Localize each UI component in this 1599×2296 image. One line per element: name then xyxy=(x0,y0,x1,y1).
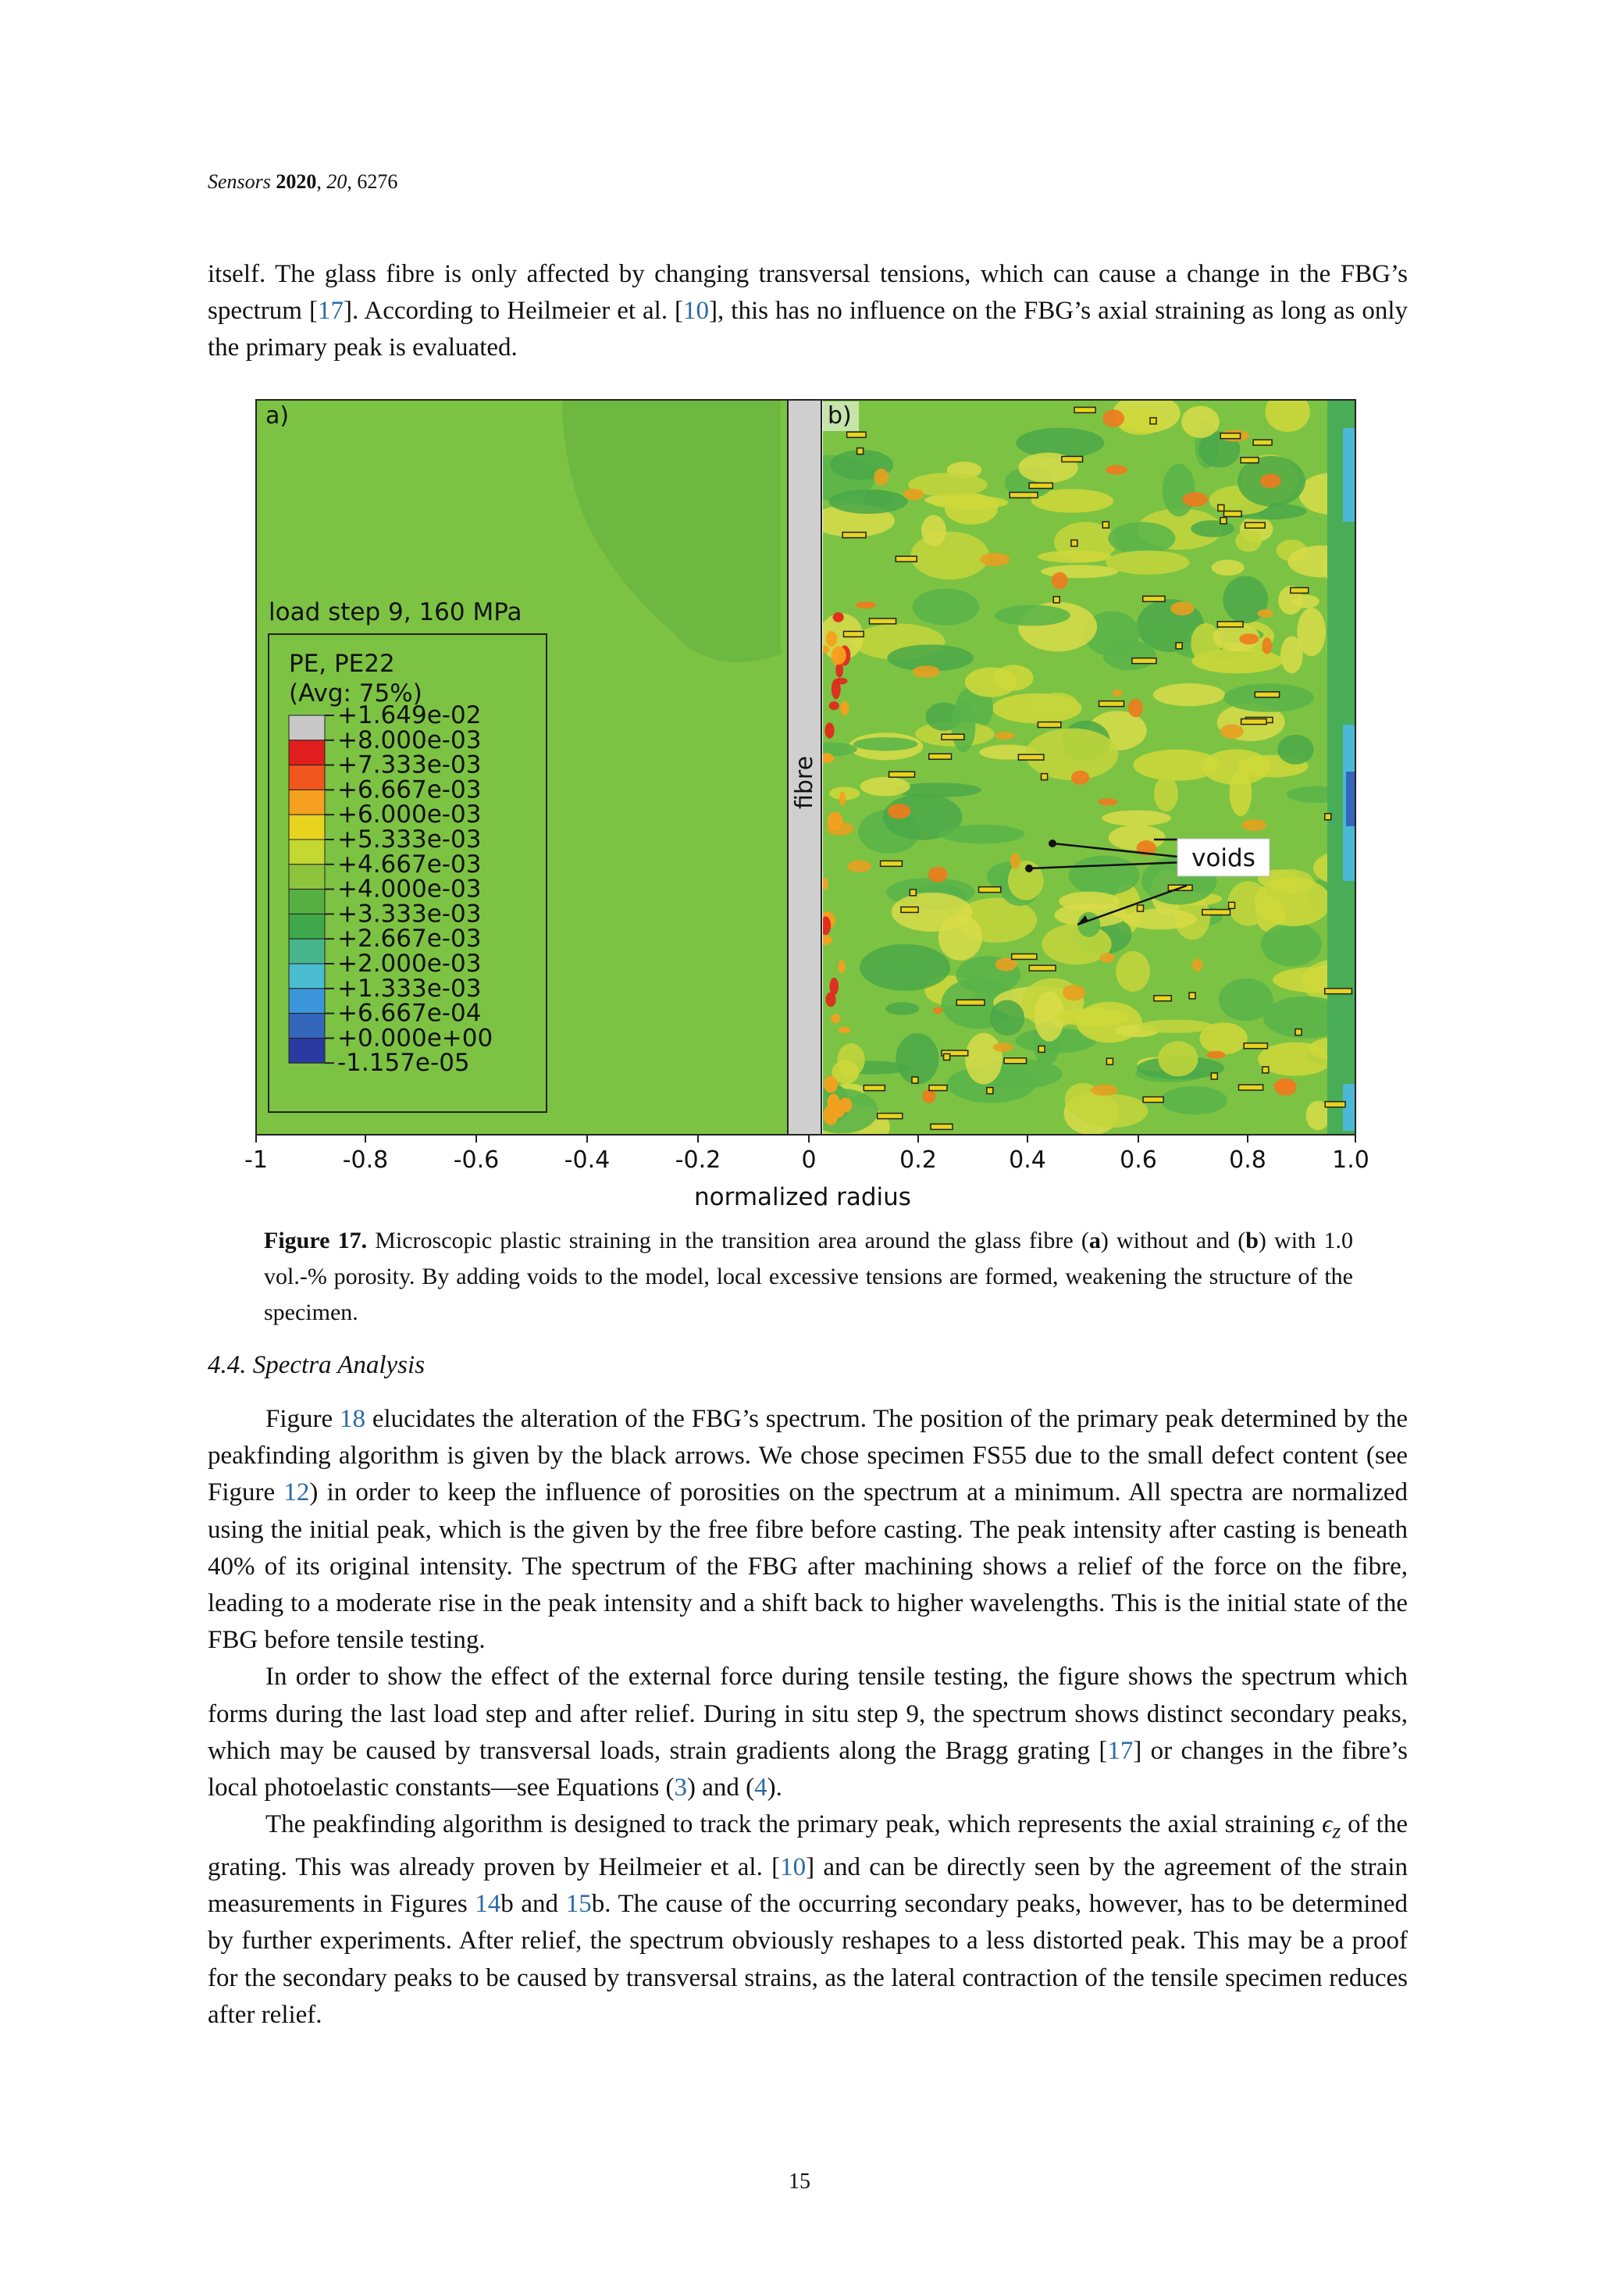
legend-swatch xyxy=(289,1038,325,1063)
strain-hotspot xyxy=(1128,699,1143,718)
void-marker xyxy=(1295,1029,1302,1036)
legend-label: +6.000e-03 xyxy=(337,800,482,829)
legend-title: PE, PE22 xyxy=(289,650,395,678)
strain-hotspot xyxy=(1241,819,1266,831)
void-marker xyxy=(842,533,866,538)
strain-patch xyxy=(1108,522,1175,554)
void-marker xyxy=(1220,518,1227,524)
void-marker xyxy=(878,1114,903,1119)
void-marker xyxy=(1325,1102,1345,1107)
strain-patch xyxy=(1277,735,1313,765)
legend-label: +4.667e-03 xyxy=(337,850,482,879)
paragraph-2: Figure 18 elucidates the alteration of the FBG’s spectrum. The position of the primary peak determined by the peakfinding algorithm is given by the black arrows. We chose specimen FS55 due to the small defect content (see Figure 12) in order to keep the influence of porosities on the spectrum at a minimum. All spectra are normalized using the initial peak, which is the given by the free fibre before casting. The peak intensity after casting is beneath 40% of its original intensity. The spectrum of the FBG after machining shows a relief of the force on the fibre, leading to a moderate rise in the peak intensity and a shift back to higher wavelengths. This is the initial state of the FBG before tensile testing. xyxy=(208,1405,1408,1655)
strain-patch xyxy=(1038,551,1112,563)
strain-patch xyxy=(921,515,946,546)
void-marker xyxy=(944,1054,950,1060)
strain-patch xyxy=(1297,608,1326,656)
legend-swatch xyxy=(289,715,325,740)
void-marker xyxy=(881,861,903,866)
strain-hotspot xyxy=(1071,771,1089,785)
void-marker xyxy=(1218,504,1224,511)
void-marker xyxy=(1239,1085,1263,1090)
strain-patch xyxy=(1037,693,1078,715)
legend-label: +6.667e-03 xyxy=(337,775,482,804)
strain-hotspot xyxy=(874,469,889,485)
strain-patch xyxy=(1212,560,1245,576)
fibre-edge-hotspot xyxy=(839,791,846,805)
void-marker xyxy=(1245,522,1266,528)
strain-patch xyxy=(1235,530,1262,552)
legend-swatch xyxy=(289,939,325,964)
fibre-edge-hotspot xyxy=(840,701,849,715)
void-marker xyxy=(1291,587,1309,593)
fibre-edge-hotspot xyxy=(835,662,843,677)
legend-label: +2.667e-03 xyxy=(337,925,482,954)
fibre-edge-hotspot xyxy=(839,1097,852,1112)
void-marker xyxy=(929,754,952,759)
x-tick-label: 0 xyxy=(801,1146,817,1174)
legend-label: +0.000e+00 xyxy=(337,1024,493,1053)
strain-patch xyxy=(829,490,908,514)
figure-link[interactable]: 18 xyxy=(340,1405,366,1433)
strain-hotspot xyxy=(1098,798,1117,805)
void-marker xyxy=(1012,954,1037,959)
strain-patch xyxy=(1153,683,1225,706)
strain-patch xyxy=(1059,892,1120,911)
void-marker xyxy=(1253,440,1272,445)
strain-patch xyxy=(1102,811,1171,826)
void-marker xyxy=(1042,774,1048,780)
void-marker xyxy=(1211,1073,1217,1079)
strain-patch xyxy=(939,825,1024,844)
strain-hotspot xyxy=(993,1043,1013,1052)
x-tick-label: -0.8 xyxy=(342,1146,389,1174)
strain-hotspot xyxy=(1239,633,1259,644)
strain-patch xyxy=(951,701,975,752)
legend-label: +7.333e-03 xyxy=(337,750,482,779)
void-marker xyxy=(1220,433,1240,439)
legend-label: -1.157e-05 xyxy=(337,1049,470,1078)
voids-label: voids xyxy=(1191,844,1255,872)
legend-label: +6.667e-04 xyxy=(337,999,482,1028)
void-marker xyxy=(1071,540,1077,546)
void-marker xyxy=(1241,458,1259,463)
strain-patch xyxy=(1160,1086,1227,1114)
paragraph-3: In order to show the effect of the external force during tensile testing, the figure shows the spectrum which forms during the last load step and after relief. During in situ step 9, the spectrum shows distinct secondary peaks, which may be caused by transversal loads, strain gradients along the Bragg grating [17] or changes in the fibre’s local photoelastic constants—see Equations (3) and (4). xyxy=(208,1663,1408,1802)
strain-patch xyxy=(1041,565,1118,578)
void-marker xyxy=(1106,1058,1113,1064)
strain-patch xyxy=(885,1002,919,1014)
strain-hotspot xyxy=(1258,609,1273,618)
strain-hotspot xyxy=(1106,465,1127,474)
void-marker xyxy=(1229,902,1235,908)
citation-link[interactable]: 17 xyxy=(1107,1736,1134,1765)
fibre-edge-hotspot xyxy=(833,612,844,622)
strain-hotspot xyxy=(1220,724,1244,739)
citation-link[interactable]: 10 xyxy=(683,297,710,326)
void-marker xyxy=(1137,905,1143,911)
strain-patch xyxy=(1056,1008,1131,1026)
void-marker xyxy=(1038,1046,1045,1052)
strain-hotspot xyxy=(888,804,910,818)
void-marker xyxy=(1029,483,1052,488)
figure-link[interactable]: 12 xyxy=(283,1478,310,1507)
strain-patch xyxy=(945,493,998,524)
x-tick-label: 0.8 xyxy=(1229,1146,1266,1174)
x-tick-label: -0.4 xyxy=(564,1146,611,1174)
x-tick-label: 1.0 xyxy=(1332,1146,1369,1174)
strain-hotspot xyxy=(847,861,871,872)
panel-a-label: a) xyxy=(265,402,290,430)
void-marker xyxy=(1038,722,1060,728)
strain-patch xyxy=(1154,776,1178,811)
void-marker xyxy=(901,907,918,912)
void-marker xyxy=(1150,418,1156,424)
void-marker xyxy=(979,887,1001,893)
void-marker xyxy=(1074,407,1095,412)
strain-patch xyxy=(913,589,980,626)
legend-label: +4.000e-03 xyxy=(337,875,482,904)
strain-hotspot xyxy=(1262,637,1272,654)
strain-patch xyxy=(1158,1041,1198,1076)
panel-b-plot xyxy=(784,397,1374,1150)
strain-patch xyxy=(995,605,1070,626)
fibre-edge-hotspot xyxy=(839,960,846,974)
void-marker xyxy=(857,448,864,455)
fibre-edge-hotspot xyxy=(824,722,834,738)
fibre-label: fibre xyxy=(791,755,818,810)
void-marker xyxy=(1062,456,1083,462)
void-marker xyxy=(987,1088,993,1094)
body-text xyxy=(208,1401,1408,2034)
strain-hotspot xyxy=(1052,572,1068,590)
strain-hotspot xyxy=(980,553,1010,566)
strain-hotspot xyxy=(1063,985,1085,1001)
strain-patch xyxy=(853,737,917,750)
void-marker xyxy=(847,432,866,437)
running-header: Sensors 2020, 20, 6276 xyxy=(208,170,398,193)
void-marker xyxy=(1244,1043,1267,1049)
strain-patch xyxy=(1133,750,1220,781)
void-marker xyxy=(1010,492,1038,497)
fibre-edge-hotspot xyxy=(829,978,839,995)
x-tick-label: -1 xyxy=(244,1146,268,1174)
void-marker xyxy=(1004,1058,1026,1064)
page-number: 15 xyxy=(789,2169,810,2194)
legend-subtitle: (Avg: 75%) xyxy=(289,679,422,708)
strain-patch xyxy=(1116,951,1150,992)
strain-hotspot xyxy=(1091,1085,1117,1096)
fibre-edge-hotspot xyxy=(829,701,839,710)
void-marker xyxy=(844,631,864,636)
strain-patch xyxy=(1016,428,1104,458)
strain-patch xyxy=(1191,520,1234,537)
strain-patch xyxy=(965,1033,1002,1085)
journal-name: Sensors xyxy=(208,170,271,193)
strain-patch xyxy=(1261,922,1322,966)
strain-patch xyxy=(1230,769,1252,816)
void-marker xyxy=(1255,692,1279,697)
paragraph-1: itself. The glass fibre is only affected by changing transversal tensions, which can cause a change in the FBG’s spectrum [17]. According to Heilmeier et al. [10], this has no influence on the FBG’s axial straining as long as only the primary peak is evaluated. xyxy=(208,260,1408,362)
strain-hotspot xyxy=(1010,853,1020,868)
legend-swatch xyxy=(289,890,325,914)
void-marker xyxy=(1099,701,1124,707)
strain-hotspot xyxy=(922,1089,935,1103)
void-marker xyxy=(910,890,916,896)
void-marker xyxy=(1262,1067,1269,1073)
void-marker xyxy=(896,556,917,562)
strain-hotspot xyxy=(1100,953,1115,963)
paragraph-4: The peakfinding algorithm is designed to track the primary peak, which represents the axial straining $\epsilon_z$ of the grating. This was already proven by Heilmeier et al. [10] and can be directly seen by the agreement of the strain measurements in Figures 14b and 15b. The cause of the occurring secondary peaks, however, has to be determined by further experiments. After relief, the spectrum obviously reshapes to a less distorted peak. This may be a proof for the secondary peaks to be caused by transversal strains, as the lateral contraction of the tensile specimen reduces after relief. xyxy=(208,1810,1408,2029)
load-step-label: load step 9, 160 MPa xyxy=(269,598,522,626)
void-marker xyxy=(1176,643,1182,649)
figure-link[interactable]: 15 xyxy=(565,1890,592,1919)
strain-patch xyxy=(1077,912,1100,937)
strain-hotspot xyxy=(1170,601,1195,615)
void-marker xyxy=(864,1086,885,1091)
void-marker xyxy=(1143,1097,1163,1103)
strain-hotspot xyxy=(1273,1082,1296,1089)
legend-swatch xyxy=(289,740,325,765)
fibre-edge-hotspot xyxy=(831,1014,840,1023)
legend-swatch xyxy=(289,914,325,939)
legend-swatch xyxy=(289,1014,325,1039)
strain-patch xyxy=(1138,1020,1213,1033)
strain-patch xyxy=(1069,855,1140,895)
x-axis-label: normalized radius xyxy=(694,1183,911,1211)
void-marker xyxy=(889,772,915,777)
legend-swatch xyxy=(289,865,325,890)
fibre-edge-hotspot xyxy=(824,1076,838,1093)
legend-swatch xyxy=(289,765,325,790)
legend-label: +1.649e-02 xyxy=(337,701,482,729)
figure-17 xyxy=(234,397,1374,1225)
equation-link[interactable]: 3 xyxy=(674,1774,688,1802)
citation-link[interactable]: 17 xyxy=(317,297,344,326)
x-tick-label: -0.2 xyxy=(675,1146,721,1174)
strain-patch xyxy=(1123,909,1197,930)
strain-patch xyxy=(860,777,910,797)
legend-label: +3.333e-03 xyxy=(337,900,482,929)
journal-year: 2020 xyxy=(276,170,317,193)
void-marker xyxy=(1143,596,1165,601)
void-marker xyxy=(1217,622,1243,627)
figure-link[interactable]: 14 xyxy=(475,1890,501,1919)
figure-caption: Figure 17. Microscopic plastic straining in the transition area around the glass fibre (a) without and (b) with 1.0 vol.-% porosity. By adding voids to the model, local excessive tensions are formed, weakening the structure of the specimen. xyxy=(264,1228,1354,1325)
fibre-edge-hotspot xyxy=(822,645,829,653)
legend-swatch xyxy=(289,840,325,865)
strain-patch xyxy=(1116,408,1164,435)
strain-patch xyxy=(1076,1094,1148,1128)
strain-patch xyxy=(860,944,950,991)
legend-swatch xyxy=(289,815,325,840)
x-axis xyxy=(244,1135,1369,1174)
strain-hotspot xyxy=(1192,959,1203,972)
strain-patch xyxy=(965,668,1017,697)
strain-hotspot xyxy=(928,867,948,882)
strain-hotspot xyxy=(1182,492,1208,507)
strain-patch xyxy=(1163,464,1195,517)
void-marker xyxy=(1325,814,1331,820)
strain-hotspot xyxy=(995,732,1015,740)
void-marker xyxy=(1029,965,1056,971)
strain-hotspot xyxy=(913,665,940,677)
void-marker xyxy=(912,1077,918,1083)
void-marker xyxy=(931,1124,953,1129)
article-number: 6276 xyxy=(357,170,398,193)
void-marker xyxy=(1018,754,1043,760)
fibre-edge-hotspot xyxy=(832,646,846,665)
void-marker xyxy=(929,1086,947,1091)
void-marker xyxy=(942,734,964,740)
section-heading: 4.4. Spectra Analysis xyxy=(208,1351,426,1379)
void-marker xyxy=(956,1000,985,1005)
strain-hotspot xyxy=(1206,1051,1225,1059)
fibre-edge-hotspot xyxy=(828,811,843,830)
fibre-edge-hotspot xyxy=(826,631,837,647)
journal-volume: 20 xyxy=(326,170,347,193)
x-tick-label: 0.6 xyxy=(1120,1146,1157,1174)
x-tick-label: -0.6 xyxy=(453,1146,500,1174)
void-marker xyxy=(1132,658,1156,664)
x-tick-label: 0.4 xyxy=(1009,1146,1046,1174)
x-tick-label: 0.2 xyxy=(899,1146,937,1174)
legend-label: +5.333e-03 xyxy=(337,825,482,854)
strain-hotspot xyxy=(1260,474,1281,488)
legend-label: +8.000e-03 xyxy=(337,726,482,754)
void-marker xyxy=(1202,910,1230,915)
legend-swatch xyxy=(289,964,325,989)
void-marker xyxy=(1102,522,1109,528)
strain-patch xyxy=(1292,595,1319,608)
void-marker xyxy=(1325,989,1352,994)
equation-link[interactable]: 4 xyxy=(754,1774,767,1802)
legend-swatch xyxy=(289,989,325,1014)
strain-patch xyxy=(1106,551,1189,575)
strain-hotspot xyxy=(1102,409,1124,427)
fibre-edge-hotspot xyxy=(835,678,847,684)
fibre-edge-hotspot xyxy=(827,1093,839,1111)
legend-swatch xyxy=(289,790,325,815)
void-marker xyxy=(1223,512,1241,517)
void-marker xyxy=(869,619,896,624)
void-marker xyxy=(1154,996,1171,1001)
strain-hotspot xyxy=(856,601,876,608)
legend-label: +2.000e-03 xyxy=(337,950,482,978)
strain-patch xyxy=(910,532,988,579)
void-marker xyxy=(1189,993,1195,999)
legend-label: +1.333e-03 xyxy=(337,974,482,1003)
strain-hotspot xyxy=(933,1007,942,1014)
panel-b-label: b) xyxy=(828,402,852,430)
void-marker xyxy=(1053,597,1059,603)
void-marker xyxy=(1241,719,1266,725)
strain-patch xyxy=(1181,406,1220,438)
strain-hotspot xyxy=(1113,689,1123,697)
fibre-edge-hotspot xyxy=(839,1027,851,1033)
citation-link[interactable]: 10 xyxy=(780,1853,807,1882)
strain-patch xyxy=(1255,878,1331,926)
strain-hotspot xyxy=(903,489,924,501)
strain-patch xyxy=(990,1000,1025,1036)
